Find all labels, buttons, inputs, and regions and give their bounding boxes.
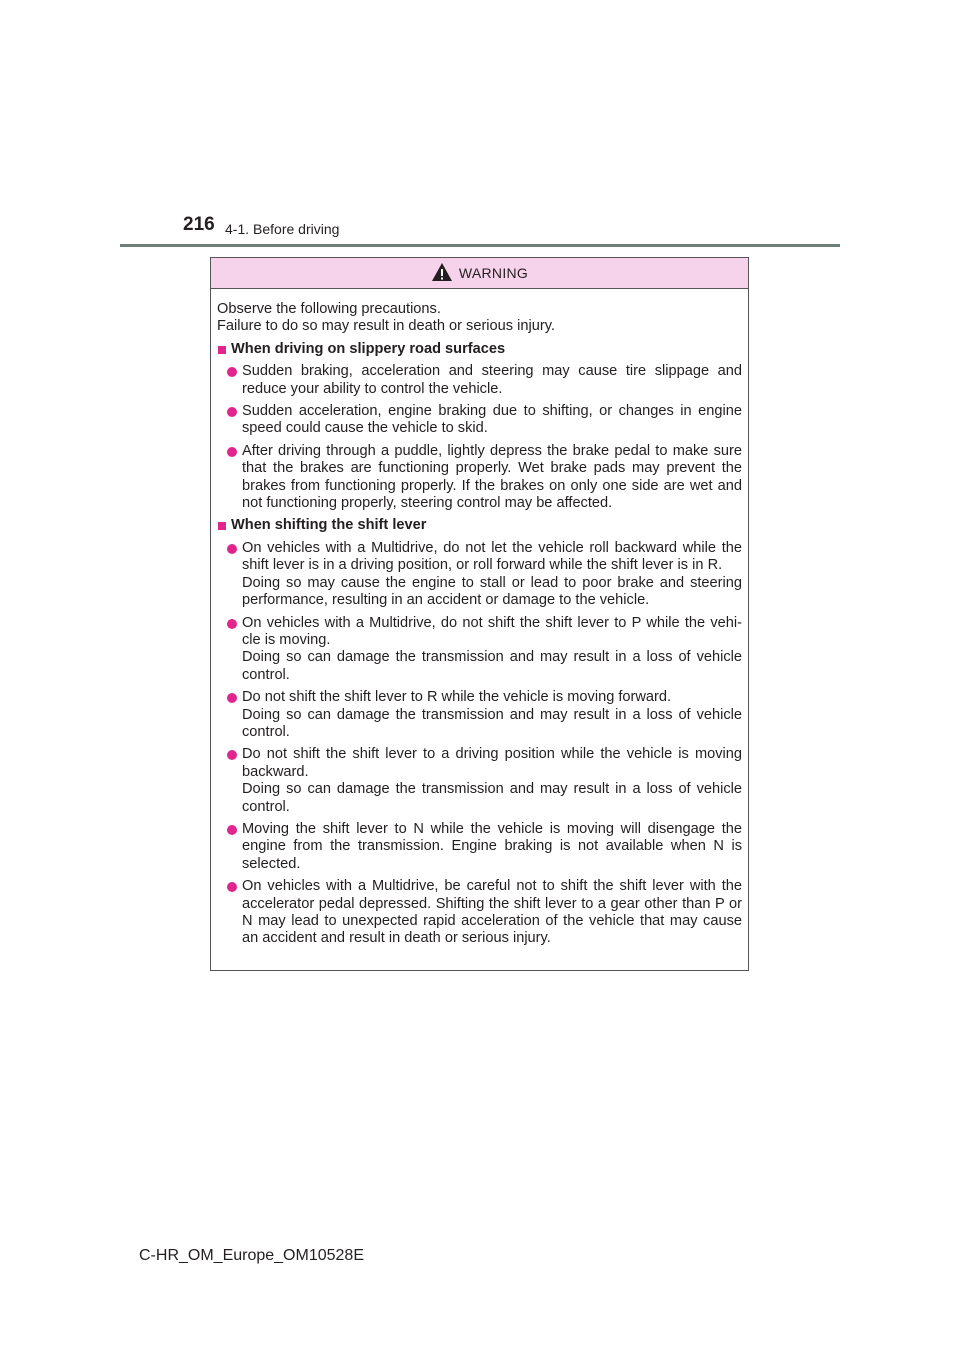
bullet-dot-icon — [227, 619, 237, 629]
list-item: After driving through a puddle, lightly depress the brake pedal to make sure that the brakes are functioning properly. Wet brake pads may prevent the brakes from functioning properly. If the brakes on only one side are wet and not functioning properly, steering control may be affected. — [217, 443, 742, 513]
bullet-dot-icon — [227, 882, 237, 892]
bullet-dot-icon — [227, 693, 237, 703]
warning-title: WARNING — [458, 265, 529, 281]
square-bullet-icon — [218, 522, 226, 530]
section-heading: When shifting the shift lever — [217, 517, 742, 534]
list-item: On vehicles with a Multidrive, be careful not to shift the shift lever with the accelerator pedal depressed. Shifting the shift lever to a gear other than P or N may lead to unexpected rapid acceleration of the vehicle that may cause an accident and result in death or serious injury. — [217, 878, 742, 948]
intro-line: Failure to do so may result in death or serious injury. — [217, 318, 555, 335]
bullet-dot-icon — [227, 407, 237, 417]
section-heading: When driving on slippery road surfaces — [217, 341, 742, 358]
bullet-dot-icon — [227, 367, 237, 377]
bullet-dot-icon — [227, 825, 237, 835]
bullet-dot-icon — [227, 447, 237, 457]
warning-header — [211, 258, 748, 289]
warning-triangle-icon — [431, 262, 453, 282]
warning-box — [210, 257, 749, 971]
page-number: 216 — [183, 214, 215, 235]
list-item: Do not shift the shift lever to a driving position while the vehicle is moving backward. Doing so can damage the transmission and may result in a loss of vehicle control. — [217, 746, 742, 816]
list-item: Sudden braking, acceleration and steering may cause tire slippage and reduce your ability to control the vehicle. — [217, 363, 742, 398]
bullet-dot-icon — [227, 544, 237, 554]
list-item: Moving the shift lever to N while the vehicle is moving will disengage the engine from the transmission. Engine braking is not available when N is selected. — [217, 821, 742, 873]
list-item: On vehicles with a Multidrive, do not shift the shift lever to P while the vehi-cle is moving. Doing so can damage the transmission and may result in a loss of vehicle control. — [217, 615, 742, 685]
bullet-dot-icon — [227, 750, 237, 760]
intro-line: Observe the following precautions. — [217, 301, 441, 317]
header-rule — [120, 244, 840, 247]
section-title: 4-1. Before driving — [225, 221, 340, 237]
warning-intro — [217, 301, 742, 336]
list-item: Do not shift the shift lever to R while the vehicle is moving forward. Doing so can damage the transmission and may result in a loss of vehicle control. — [217, 689, 742, 741]
list-item: Sudden acceleration, engine braking due to shifting, or changes in engine speed could cause the vehicle to skid. — [217, 403, 742, 438]
document-code: C-HR_OM_Europe_OM10528E — [139, 1247, 364, 1264]
list-item: On vehicles with a Multidrive, do not let the vehicle roll backward while the shift lever is in a driving position, or roll forward while the shift lever is in R. Doing so may cause the engine to stall or lead to poor brake and steering performance, resulting in an accident or damage to the vehicle. — [217, 540, 742, 610]
warning-content — [211, 289, 748, 948]
square-bullet-icon — [218, 346, 226, 354]
